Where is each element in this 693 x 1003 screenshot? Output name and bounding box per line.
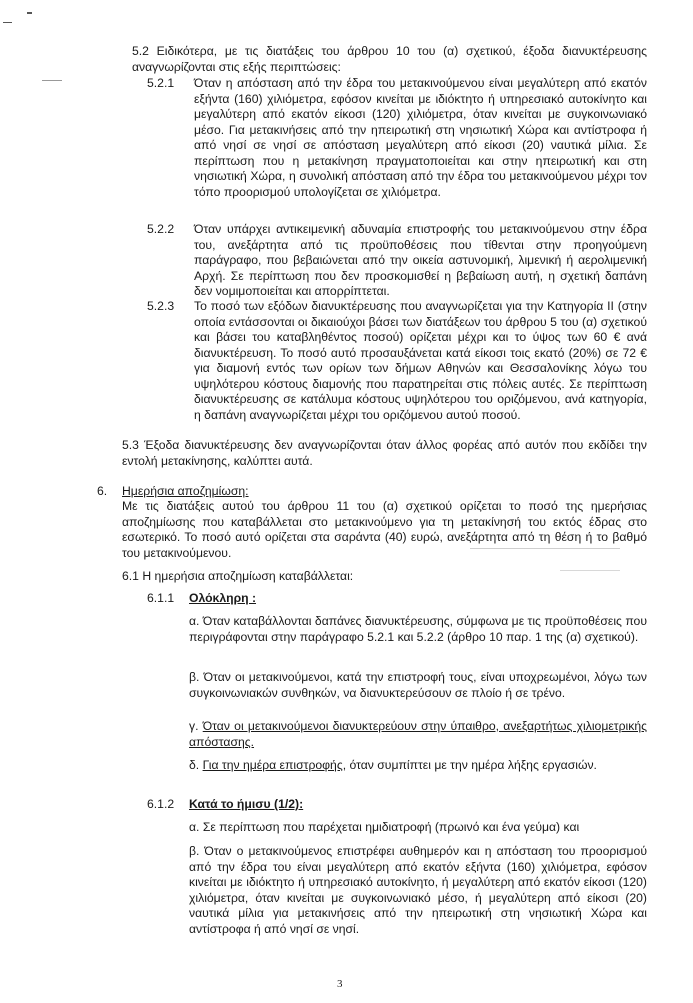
item-6-1-1-d-rest: , όταν συμπίπτει με την ημέρα λήξης εργασιών. <box>342 758 597 772</box>
item-6-1-1-d <box>189 758 647 774</box>
item-6-1-1-c-text: Όταν οι μετακινούμενοι διανυκτερεύουν στην ύπαιθρο, ανεξαρτήτως χιλιομετρικής απόστασης. <box>189 719 647 749</box>
scan-artefact <box>560 570 620 571</box>
paragraph-5-2-3: Το ποσό των εξόδων διανυκτέρευσης που αναγνωρίζεται για την Κατηγορία ΙΙ (στην οποία εντάσσονται οι δικαιούχοι βάσει των διατάξεων του άρθρου 5 του (α) σχετικού και βάσει του καταβληθέντος ποσού) ορίζεται μέχρι και το ύψος των 60 € ανά διανυκτέρευση. Το ποσό αυτό προσαυξάνεται κατά είκοσι τοις εκατό (20%) σε 72 € για διαμονή εντός των ορίων των δήμων Αθηνών και Θεσσαλονίκης λόγω του υψηλότερου κόστους διαμονής που παρατηρείται στις πόλεις αυτές. Σε περίπτωση διανυκτέρευσης σε κατάλυμα κόστους υψηλότερου του οριζόμενου, ανά κατηγορία, η δαπάνη αναγνωρίζεται μέχρι του οριζόμενου αυτού ποσού. <box>194 299 647 422</box>
section-6-1: 6.1 Η ημερήσια αποζημίωση καταβάλλεται: <box>122 569 354 583</box>
item-6-1-1-c <box>189 719 647 750</box>
section-5-2: 5.2 Ειδικότερα, με τις διατάξεις του άρθρου 10 του (α) σχετικού, έξοδα διανυκτέρευσης αναγνωρίζονται στις εξής περιπτώσεις: <box>132 44 647 74</box>
scan-speck <box>42 80 62 81</box>
item-6-1-1-c-marker: γ. <box>189 719 203 733</box>
section-heading-6-1-2: Κατά το ήμισυ (1/2): <box>189 797 304 811</box>
section-5-3: 5.3 Έξοδα διανυκτέρευσης δεν αναγνωρίζονται όταν άλλος φορέας από αυτόν που εκδίδει την εντολή μετακίνησης, καλύπτει αυτά. <box>122 438 647 468</box>
section-number-5-2-2: 5.2.2 <box>147 222 175 236</box>
section-number-6-1-1: 6.1.1 <box>147 591 175 605</box>
paragraph-5-2-2: Όταν υπάρχει αντικειμενική αδυναμία επιστροφής του μετακινούμενου στην έδρα του, ανεξάρτητα από τις προϋποθέσεις που τίθενται στην προηγούμενη παράγραφο, που βεβαιώνεται από την οικεία αστυνομική, λιμενική ή αερολιμενική Αρχή. Σε περίπτωση που δεν προσκομισθεί η βεβαίωση αυτή, η σχετική δαπάνη δεν νομιμοποιείται και απορρίπτεται. <box>194 222 647 298</box>
paragraph-5-2-1: Όταν η απόσταση από την έδρα του μετακινούμενου είναι μεγαλύτερη από εκατόν εξήντα (160) χιλιόμετρα, εφόσον κινείται με ιδιόκτητο ή υπηρεσιακό αυτοκίνητο και μεγαλύτερη από εκατόν είκοσι (120) χιλιόμετρα, όταν κινείται με συγκοινωνιακό μέσο. Για μετακινήσεις από την ηπειρωτική στη νησιωτική Χώρα και αντίστροφα ή από νησί σε νησί σε απόσταση μεγαλύτερη από είκοσι (20) ναυτικά μίλια. Σε περίπτωση που η μετακίνηση πραγματοποιείται και στην ηπειρωτική και στη νησιωτική Χώρα, η συνολική απόσταση από την έδρα του μετακινούμενου μέχρι τον τόπο προορισμού υπολογίζεται σε χιλιόμετρα. <box>194 76 647 199</box>
section-number-5-2-1: 5.2.1 <box>147 76 175 90</box>
item-6-1-1-b: β. Όταν οι μετακινούμενοι, κατά την επιστροφή τους, είναι υποχρεωμένοι, λόγω των συγκοινωνιακών συνθηκών, να διανυκτερεύσουν σε πλοίο ή σε τρένο. <box>189 670 647 700</box>
item-6-1-1-d-underlined: Για την ημέρα επιστροφής <box>202 758 343 772</box>
scan-speck <box>3 22 12 23</box>
paragraph-6: Με τις διατάξεις αυτού του άρθρου 11 του (α) σχετικού ορίζεται το ποσό της ημερήσιας αποζημίωσης που καταβάλλεται στο μετακινούμενο για τη μετακίνησή του εκτός έδρας στο εσωτερικό. Το ποσό αυτό ορίζεται στα σαράντα (40) ευρώ, ανεξάρτητα από τη θέση ή το βαθμό του μετακινούμενου. <box>122 499 647 560</box>
item-6-1-2-a: α. Σε περίπτωση που παρέχεται ημιδιατροφή (πρωινό και ένα γεύμα) και <box>189 820 580 834</box>
page-number: 3 <box>337 978 343 990</box>
item-6-1-1-d-marker: δ. <box>189 758 203 772</box>
section-number-6: 6. <box>97 484 108 498</box>
item-6-1-1-a: α. Όταν καταβάλλονται δαπάνες διανυκτέρευσης, σύμφωνα με τις προϋποθέσεις που περιγράφονται στην παράγραφο 5.2.1 και 5.2.2 (άρθρο 10 παρ. 1 της (α) σχετικού). <box>189 614 647 644</box>
item-6-1-2-b: β. Όταν ο μετακινούμενος επιστρέφει αυθημερόν και η απόσταση του προορισμού από την έδρα του είναι μεγαλύτερη από εκατόν εξήντα (160) χιλιόμετρα, εφόσον κινείται με ιδιόκτητο ή υπηρεσιακό αυτοκίνητο, ή μεγαλύτερη από εκατόν είκοσι (120) χιλιόμετρα, όταν κινείται με συγκοινωνιακό μέσο, ή μεγαλύτερη από είκοσι (20) ναυτικά μίλια για μετακινήσεις από την ηπειρωτική στη νησιωτική Χώρα και αντίστροφα ή από νησί σε νησί. <box>189 844 647 936</box>
section-number-5-2-3: 5.2.3 <box>147 299 175 313</box>
scan-speck <box>27 12 32 14</box>
section-number-6-1-2: 6.1.2 <box>147 797 175 811</box>
scan-artefact <box>470 548 620 549</box>
section-heading-6-1-1: Ολόκληρη : <box>189 591 257 605</box>
section-heading-6: Ημερήσια αποζημίωση: <box>122 484 249 498</box>
